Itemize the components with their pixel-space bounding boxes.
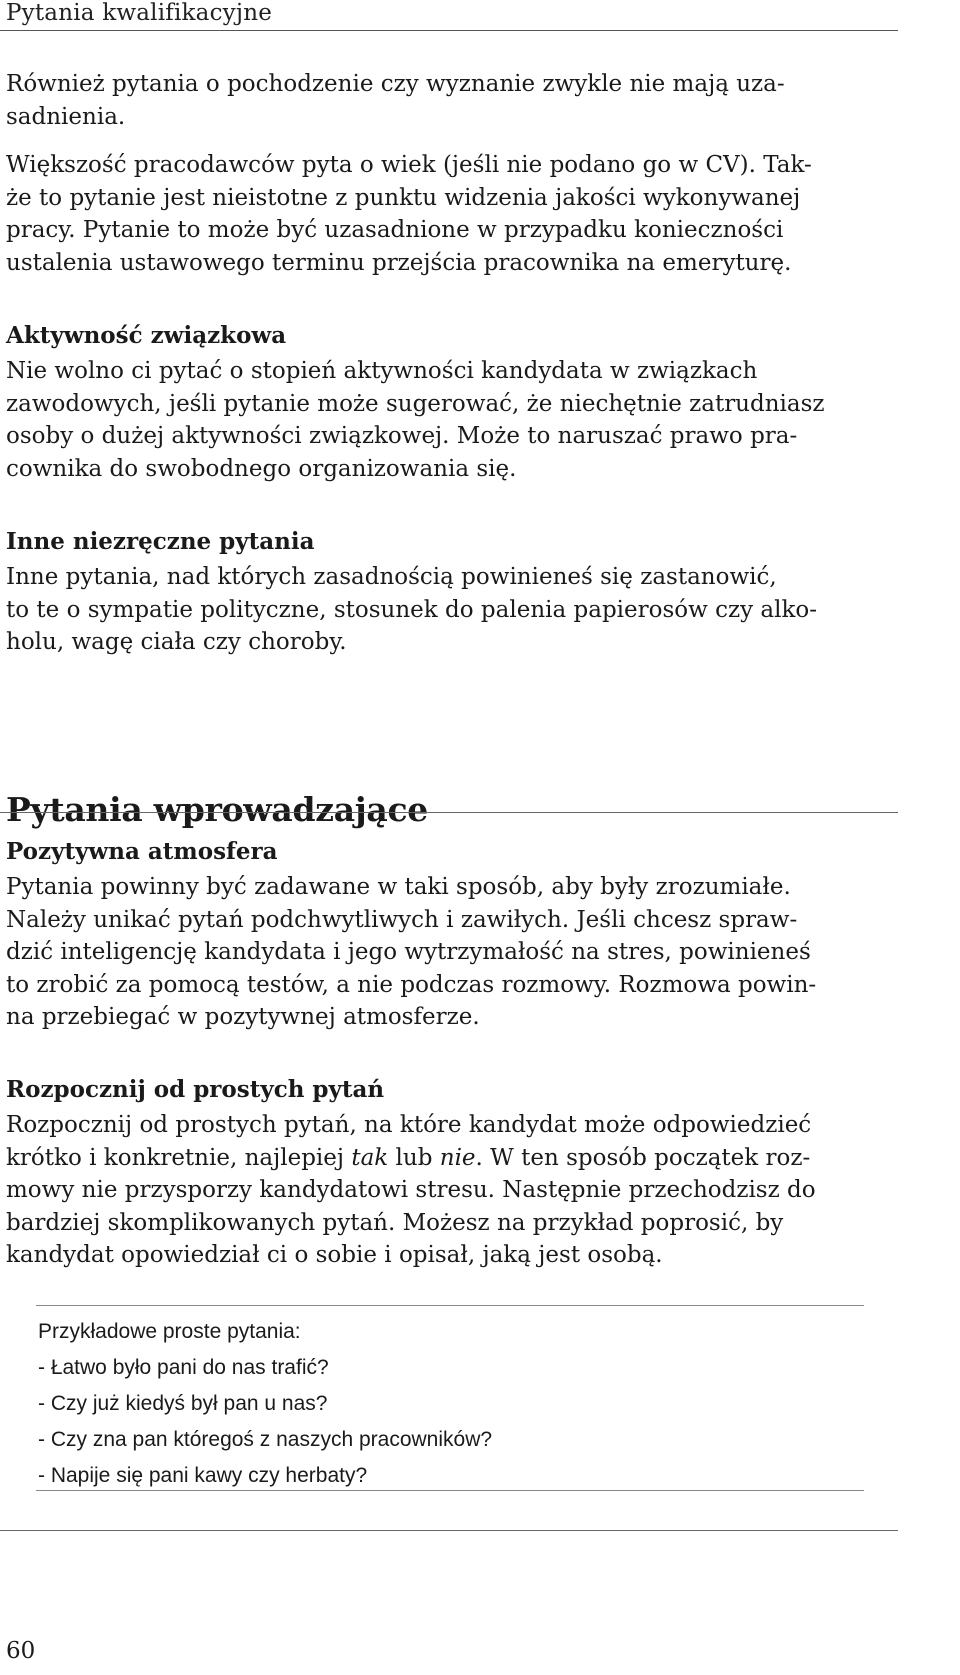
example-question-item: - Łatwo było pani do nas trafić? bbox=[38, 1356, 329, 1379]
text-line: zawodowych, jeśli pytanie może sugerować, że niechętnie zatrudniasz bbox=[6, 390, 825, 417]
text-line: że to pytanie jest nieistotne z punktu widzenia jakości wykonywanej bbox=[6, 184, 801, 211]
text-line: bardziej skomplikowanych pytań. Możesz na przykład poprosić, by bbox=[6, 1209, 784, 1236]
text-line: Nie wolno ci pytać o stopień aktywności kandydata w związkach bbox=[6, 358, 758, 384]
example-question-item: - Napije się pani kawy czy herbaty? bbox=[38, 1464, 368, 1487]
text-line: Większość pracodawców pyta o wiek (jeśli nie podano go w CV). Tak- bbox=[6, 152, 812, 178]
example-questions-box bbox=[38, 1314, 492, 1494]
subheading-positive-atmosphere: Pozytywna atmosfera bbox=[6, 838, 278, 865]
section-title: Pytania wprowadzające bbox=[6, 790, 428, 829]
paragraph-simple-questions bbox=[6, 1109, 936, 1272]
text-line: cownika do swobodnego organizowania się. bbox=[6, 455, 517, 482]
paragraph-positive-atmosphere bbox=[6, 871, 936, 1034]
text-line: osoby o dużej aktywności związkowej. Może to naruszać prawo pra- bbox=[6, 423, 798, 449]
section-title-rule bbox=[0, 812, 898, 813]
subheading-other-awkward-questions: Inne niezręczne pytania bbox=[6, 528, 315, 555]
page-number: 60 bbox=[6, 1638, 36, 1664]
text-line: Rozpocznij od prostych pytań, na które kandydat może odpowiedzieć bbox=[6, 1112, 812, 1138]
subheading-union-activity: Aktywność związkowa bbox=[6, 322, 287, 349]
text-line: Również pytania o pochodzenie czy wyznanie zwykle nie mają uza- bbox=[6, 71, 785, 97]
text-fragment: lub bbox=[388, 1144, 440, 1171]
text-line: ustalenia ustawowego terminu przejścia pracownika na emeryturę. bbox=[6, 249, 792, 276]
text-fragment: . W ten sposób początek roz- bbox=[475, 1144, 811, 1171]
paragraph-origin bbox=[6, 68, 936, 133]
text-line: Pytania powinny być zadawane w taki sposób, aby były zrozumiałe. bbox=[6, 874, 791, 900]
example-box-top-rule bbox=[36, 1305, 864, 1306]
emphasis-no: nie bbox=[439, 1144, 476, 1171]
text-line: to zrobić za pomocą testów, a nie podczas rozmowy. Rozmowa powin- bbox=[6, 971, 817, 998]
text-line: Inne pytania, nad których zasadnością powinieneś się zastanowić, bbox=[6, 564, 777, 590]
text-line: Należy unikać pytań podchwytliwych i zawiłych. Jeśli chcesz spraw- bbox=[6, 906, 798, 933]
text-line: dzić inteligencję kandydata i jego wytrzymałość na stres, powinieneś bbox=[6, 939, 811, 965]
text-line: to te o sympatie polityczne, stosunek do palenia papierosów czy alko- bbox=[6, 596, 818, 623]
text-fragment: krótko i konkretnie, najlepiej bbox=[6, 1144, 352, 1171]
paragraph-union-activity bbox=[6, 355, 936, 485]
text-line: mowy nie przysporzy kandydatowi stresu. Następnie przechodzisz do bbox=[6, 1177, 816, 1203]
paragraph-age bbox=[6, 149, 936, 279]
text-line: sadnienia. bbox=[6, 103, 126, 130]
text-line: holu, wagę ciała czy choroby. bbox=[6, 629, 347, 655]
example-box-title: Przykładowe proste pytania: bbox=[38, 1320, 301, 1343]
footer-rule bbox=[0, 1530, 898, 1531]
header-rule bbox=[0, 30, 898, 31]
running-head: Pytania kwalifikacyjne bbox=[6, 0, 273, 26]
example-question-item: - Czy już kiedyś był pan u nas? bbox=[38, 1392, 328, 1415]
example-box-bottom-rule bbox=[36, 1490, 864, 1491]
text-line: pracy. Pytanie to może być uzasadnione w przypadku konieczności bbox=[6, 217, 784, 243]
example-question-item: - Czy zna pan któregoś z naszych pracowników? bbox=[38, 1428, 493, 1451]
subheading-simple-questions: Rozpocznij od prostych pytań bbox=[6, 1076, 385, 1103]
emphasis-yes: tak bbox=[351, 1144, 389, 1171]
text-line: kandydat opowiedział ci o sobie i opisał, jaką jest osobą. bbox=[6, 1242, 663, 1268]
text-line: na przebiegać w pozytywnej atmosferze. bbox=[6, 1004, 480, 1030]
paragraph-other-awkward-questions bbox=[6, 561, 936, 659]
text-line bbox=[6, 1142, 936, 1175]
